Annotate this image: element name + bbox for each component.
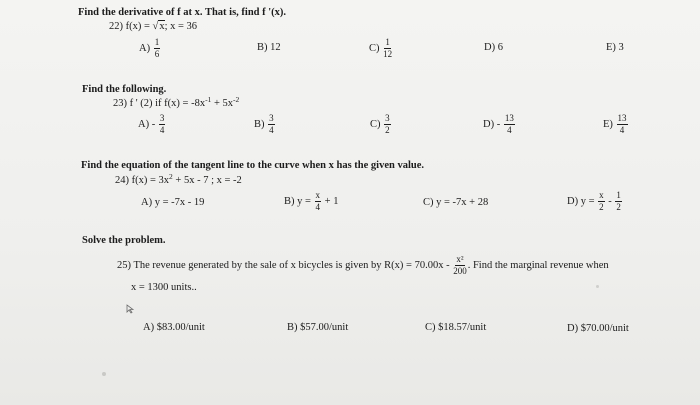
choice-25-c[interactable]: C) $18.57/unit: [425, 322, 487, 333]
choice-23-a[interactable]: A) - $\frac{3}{4}$: [138, 113, 165, 135]
fraction: $\frac{1}{6}$: [154, 37, 160, 59]
fraction: $\frac{1}{2}$: [616, 190, 621, 212]
section-heading-solve: Solve the problem.: [82, 235, 166, 246]
fraction: $\frac{13}{4}$: [617, 113, 627, 135]
fraction: $\frac{x}{2}$: [599, 190, 604, 212]
fraction: $\frac{1}{12}$: [383, 37, 393, 59]
choice-22-d[interactable]: D) 6: [484, 42, 503, 53]
choice-23-c[interactable]: C) $\frac{3}{2}$: [370, 113, 390, 135]
choice-24-b[interactable]: B) y = $\frac{x}{4}$ + 1: [284, 190, 339, 212]
question-number: 23): [113, 98, 127, 109]
choice-24-c[interactable]: C) y = -7x + 28: [423, 197, 489, 208]
choice-22-b[interactable]: B) 12: [257, 42, 281, 53]
section-heading-derivative: Find the derivative of f at x. That is, find f '(x).: [78, 7, 287, 18]
question-24-stem: 24) $f(x) = 3x^2 + 5x - 7$ ; x = -2: [115, 172, 242, 186]
fraction: $\frac{x}{4}$: [315, 190, 321, 212]
fraction: $\frac{3}{4}$: [269, 113, 274, 135]
section-heading-find: Find the following.: [82, 84, 167, 95]
question-number: 22): [109, 21, 123, 32]
radicand: x: [159, 21, 165, 32]
question-number: 25): [117, 259, 131, 271]
choice-25-d[interactable]: D) $70.00/unit: [567, 323, 629, 334]
paper-speck: [596, 285, 599, 288]
choice-23-e[interactable]: E) $\frac{13}{4}$: [603, 113, 627, 135]
question-25-stem: 25) The revenue generated by the sale of x bicycles is given by R(x) = 70.00x - $\frac{\text{x²}}{200}$ . Find the marginal revenue when: [117, 254, 609, 276]
choice-24-d[interactable]: D) y = $\frac{x}{2}$ - $\frac{1}{2}$: [567, 190, 621, 212]
question-text: f(x) =: [125, 21, 153, 32]
fraction: $\frac{3}{4}$: [159, 113, 165, 135]
choice-22-e[interactable]: E) 3: [606, 42, 624, 53]
choice-25-a[interactable]: A) $83.00/unit: [143, 322, 205, 333]
fraction: $\frac{3}{2}$: [385, 113, 390, 135]
question-25-condition: x = 1300 units..: [131, 282, 197, 293]
choice-23-b[interactable]: B) $\frac{3}{4}$: [254, 113, 274, 135]
mouse-pointer-icon: [126, 304, 134, 314]
fraction: $\frac{13}{4}$: [504, 113, 514, 135]
choice-22-c[interactable]: C) $\frac{1}{12}$: [369, 37, 393, 59]
paper-speck: [102, 372, 106, 376]
question-number: 24): [115, 175, 129, 186]
fraction: $\frac{\text{x²}}{200}$: [453, 254, 467, 276]
choice-23-d[interactable]: D) - $\frac{13}{4}$: [483, 113, 514, 135]
question-22-stem: [109, 22, 197, 33]
choice-25-b[interactable]: B) $57.00/unit: [287, 322, 349, 333]
question-23-stem: 23) f ' (2) if $f(x) = -8x^{-1} + 5x^{-2}$: [113, 95, 240, 109]
sqrt-sign: √: [152, 21, 159, 32]
question-text: ; x = 36: [164, 21, 198, 32]
section-heading-tangent: Find the equation of the tangent line to the curve when x has the given value.: [81, 160, 425, 171]
choice-24-a[interactable]: A) y = -7x - 19: [141, 197, 205, 208]
choice-22-a[interactable]: A) $\frac{1}{6}$: [139, 37, 160, 59]
